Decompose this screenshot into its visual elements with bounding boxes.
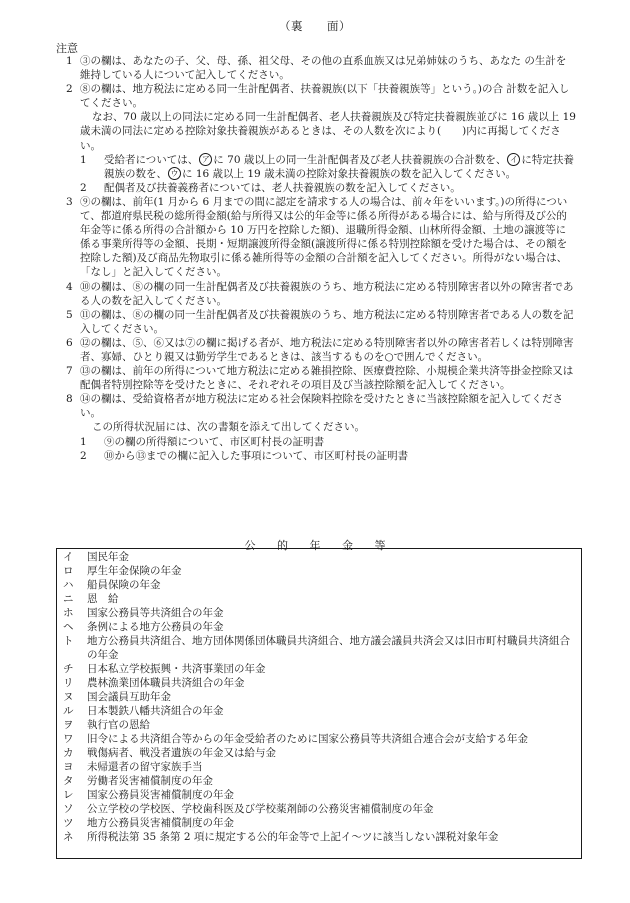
note-paragraph: なお、70 歳以上の同法に定める同一生計配偶者、老人扶養親族及び特定扶養親族並びに 16 歳以上 19 歳未満の同法に定める控除対象扶養親族があるときは、その人数を次により( )内に再掲してください。 xyxy=(80,111,576,152)
pension-item xyxy=(63,690,575,704)
note-number: 8 xyxy=(66,393,73,406)
pension-item-marker: ネ xyxy=(63,831,74,843)
pension-item-marker: ソ xyxy=(63,803,74,815)
pension-item-text: 船員保険の年金 xyxy=(87,579,161,591)
pension-item-text: 所得税法第 35 条第 2 項に規定する公的年金等で上記イ～ツに該当しない課税対象年金 xyxy=(87,831,499,843)
note-number: 2 xyxy=(66,83,73,96)
pension-item-marker: レ xyxy=(63,789,74,801)
pension-item-text: 条例による地方公務員の年金 xyxy=(87,621,224,633)
pension-item-text: 恩 給 xyxy=(87,593,119,605)
note-item xyxy=(56,364,576,392)
page-side-label: （裏 面） xyxy=(279,19,351,33)
pension-item-text: 国家公務員災害補償制度の年金 xyxy=(87,789,234,801)
pension-item-text: 戦傷病者、戦没者遺族の年金又は給与金 xyxy=(87,747,276,759)
note-text: ⑬の欄は、前年の所得について地方税法に定める雑損控除、医療費控除、小規模企業共済等掛金控除又は配偶者特別控除等を受けたときに、それぞれその項目及び当該控除額を記入してください。 xyxy=(80,365,574,392)
pension-item xyxy=(63,718,575,732)
note-subitem xyxy=(56,153,576,181)
pension-item xyxy=(63,578,575,592)
attachment-number: 2 xyxy=(80,449,87,462)
subitem-text-part: に 70 歳以上の同一生計配偶者及び老人扶養親族の合計数を、 xyxy=(213,153,507,166)
pension-item xyxy=(63,676,575,690)
pension-item-marker: ロ xyxy=(63,565,74,577)
pension-item-text: 日本製鉄八幡共済組合の年金 xyxy=(87,705,224,717)
pension-item-marker: カ xyxy=(63,747,74,759)
pension-list-box xyxy=(56,548,582,859)
note-number: 6 xyxy=(66,336,73,349)
note-text: ⑧の欄は、地方税法に定める同一生計配偶者、扶養親族(以下「扶養親族等」という。)の合 計数を記入してください。 xyxy=(80,83,570,110)
pension-item-marker: チ xyxy=(63,663,74,675)
note-item xyxy=(56,308,576,336)
note-item xyxy=(56,280,576,308)
pension-item-text: 厚生年金保険の年金 xyxy=(87,565,182,577)
pension-item-text: 農林漁業団体職員共済組合の年金 xyxy=(87,677,245,689)
attachments-intro: この所得状況届には、次の書類を添えて出してください。 xyxy=(92,421,365,434)
note-item xyxy=(56,54,576,82)
note-item xyxy=(56,336,576,364)
pension-item-marker: ト xyxy=(63,635,74,647)
pension-item xyxy=(63,816,575,830)
note-text: ⑩の欄は、⑧の欄の同一生計配偶者及び扶養親族のうち、地方税法に定める特別障害者以外の障害者である人の数を記入してください。 xyxy=(80,280,574,307)
pension-item-marker: ヨ xyxy=(63,761,74,773)
note-text: ⑨の欄は、前年(1 月から 6 月までの間に認定を請求する人の場合は、前々年をいいます。)の所得について、都道府県民税の総所得金額(給与所得又は公的年金等に係る所得がある場合には、給与所得及び公的年金等に係る所得の合計額から 10 万円を控除した額)、退職所得金額、山林所得金額、土地の譲渡等に係る事業所得等の金額、長期・短期譲渡所得金額(譲渡所得に係る特別控除額を受けた場合は、その額を控除した額)及び商品先物取引に係る雑所得等の金額の合計額を記入してください。所得がない場合は、「なし」と記入してください。 xyxy=(80,195,568,279)
subitem-number: 1 xyxy=(80,153,87,166)
note-number: 7 xyxy=(66,365,73,378)
pension-item-marker: ル xyxy=(63,705,74,717)
pension-item xyxy=(63,550,575,564)
subitem-text-part: に特定扶養親族の数を、 xyxy=(104,153,574,180)
pension-item-marker: ワ xyxy=(63,733,74,745)
note-text: ⑪の欄は、⑧の欄の同一生計配偶者及び扶養親族のうち、地方税法に定める特別障害者である人の数を記入してください。 xyxy=(80,308,574,335)
pension-item-text: 労働者災害補償制度の年金 xyxy=(87,775,213,787)
pension-item-marker: イ xyxy=(63,551,74,563)
note-text: ⑭の欄は、受給資格者が地方税法に定める社会保険料控除を受けたときに当該控除額を記入してください。 xyxy=(80,393,563,420)
pension-item xyxy=(63,732,575,746)
subitem-text-part: に 16 歳以上 19 歳未満の控除対象扶養親族の数を記入してください。 xyxy=(182,167,517,180)
pension-item-marker: ヘ xyxy=(63,621,74,633)
pension-item-text: 日本私立学校振興・共済事業団の年金 xyxy=(87,663,266,675)
pension-item xyxy=(63,704,575,718)
note-number: 4 xyxy=(66,280,73,293)
circled-mark-a: ア xyxy=(199,153,212,166)
pension-item-text: 国会議員互助年金 xyxy=(87,691,171,703)
note-text: ⑫の欄は、⑤、⑥又は⑦の欄に掲げる者が、地方税法に定める特別障害者以外の障害者若しくは特別障害者、寡婦、ひとり親又は勤労学生であるときは、該当するものを○で囲んでください。 xyxy=(80,336,574,363)
attachment-number: 1 xyxy=(80,435,87,448)
note-subitem xyxy=(56,181,576,195)
pension-item xyxy=(63,830,575,844)
note-number: 3 xyxy=(66,195,73,208)
pension-item-marker: タ xyxy=(63,775,74,787)
note-item xyxy=(56,195,576,280)
pension-item xyxy=(63,802,575,816)
pension-item-text: 公立学校の学校医、学校歯科医及び学校薬剤師の公務災害補償制度の年金 xyxy=(87,803,434,815)
circled-mark-i: イ xyxy=(507,153,520,166)
circled-mark-u: ウ xyxy=(168,167,181,180)
pension-item-marker: ホ xyxy=(63,607,74,619)
note-number: 1 xyxy=(66,55,73,67)
pension-item-marker: リ xyxy=(63,677,74,689)
pension-item xyxy=(63,620,575,634)
attachment-item xyxy=(56,435,576,449)
notes-section xyxy=(56,54,576,463)
pension-item-text: 地方公務員災害補償制度の年金 xyxy=(87,817,234,829)
attachment-text: ⑩から⑬までの欄に記入した事項について、市区町村長の証明書 xyxy=(104,449,409,462)
pension-item-text: 旧令による共済組合等からの年金受給者のために国家公務員等共済組合連合会が支給する年金 xyxy=(87,733,528,745)
pension-item-text: 国家公務員等共済組合の年金 xyxy=(87,607,224,619)
pension-item xyxy=(63,746,575,760)
subitem-text: 配偶者及び扶養義務者については、老人扶養親族の数を記入してください。 xyxy=(104,181,461,194)
attachment-text: ⑨の欄の所得額について、市区町村長の証明書 xyxy=(104,435,325,448)
pension-item-marker: ニ xyxy=(63,593,74,605)
pension-item-text: 執行官の恩給 xyxy=(87,719,150,731)
pension-list-title: 公 的 年 金 等 xyxy=(244,539,386,552)
subitem-text-part: 受給者については、 xyxy=(104,153,199,166)
pension-item xyxy=(63,788,575,802)
note-item xyxy=(56,82,576,110)
pension-item xyxy=(63,760,575,774)
subitem-number: 2 xyxy=(80,181,87,194)
pension-item-marker: ヌ xyxy=(63,691,74,703)
pension-item-marker: ハ xyxy=(63,579,74,591)
pension-item-text: 未帰還者の留守家族手当 xyxy=(87,761,203,773)
pension-item xyxy=(63,634,575,662)
pension-item xyxy=(63,592,575,606)
pension-item xyxy=(63,662,575,676)
pension-item xyxy=(63,774,575,788)
pension-item-marker: ツ xyxy=(63,817,74,829)
notes-heading: 注意 xyxy=(56,42,78,55)
pension-item xyxy=(63,564,575,578)
note-item xyxy=(56,392,576,420)
pension-item xyxy=(63,606,575,620)
pension-item-text: 国民年金 xyxy=(87,551,129,563)
note-number: 5 xyxy=(66,308,73,321)
attachment-item xyxy=(56,449,576,463)
note-text: ③の欄は、あなたの子、父、母、孫、祖父母、その他の直系血族又は兄弟姉妹のうち、あなた の生計を維持している人について記入してください。 xyxy=(80,55,567,82)
pension-item-marker: ヲ xyxy=(63,719,74,731)
pension-item-text: 地方公務員共済組合、地方団体関係団体職員共済組合、地方議会議員共済会又は旧市町村職員共済組合の年金 xyxy=(87,635,570,661)
